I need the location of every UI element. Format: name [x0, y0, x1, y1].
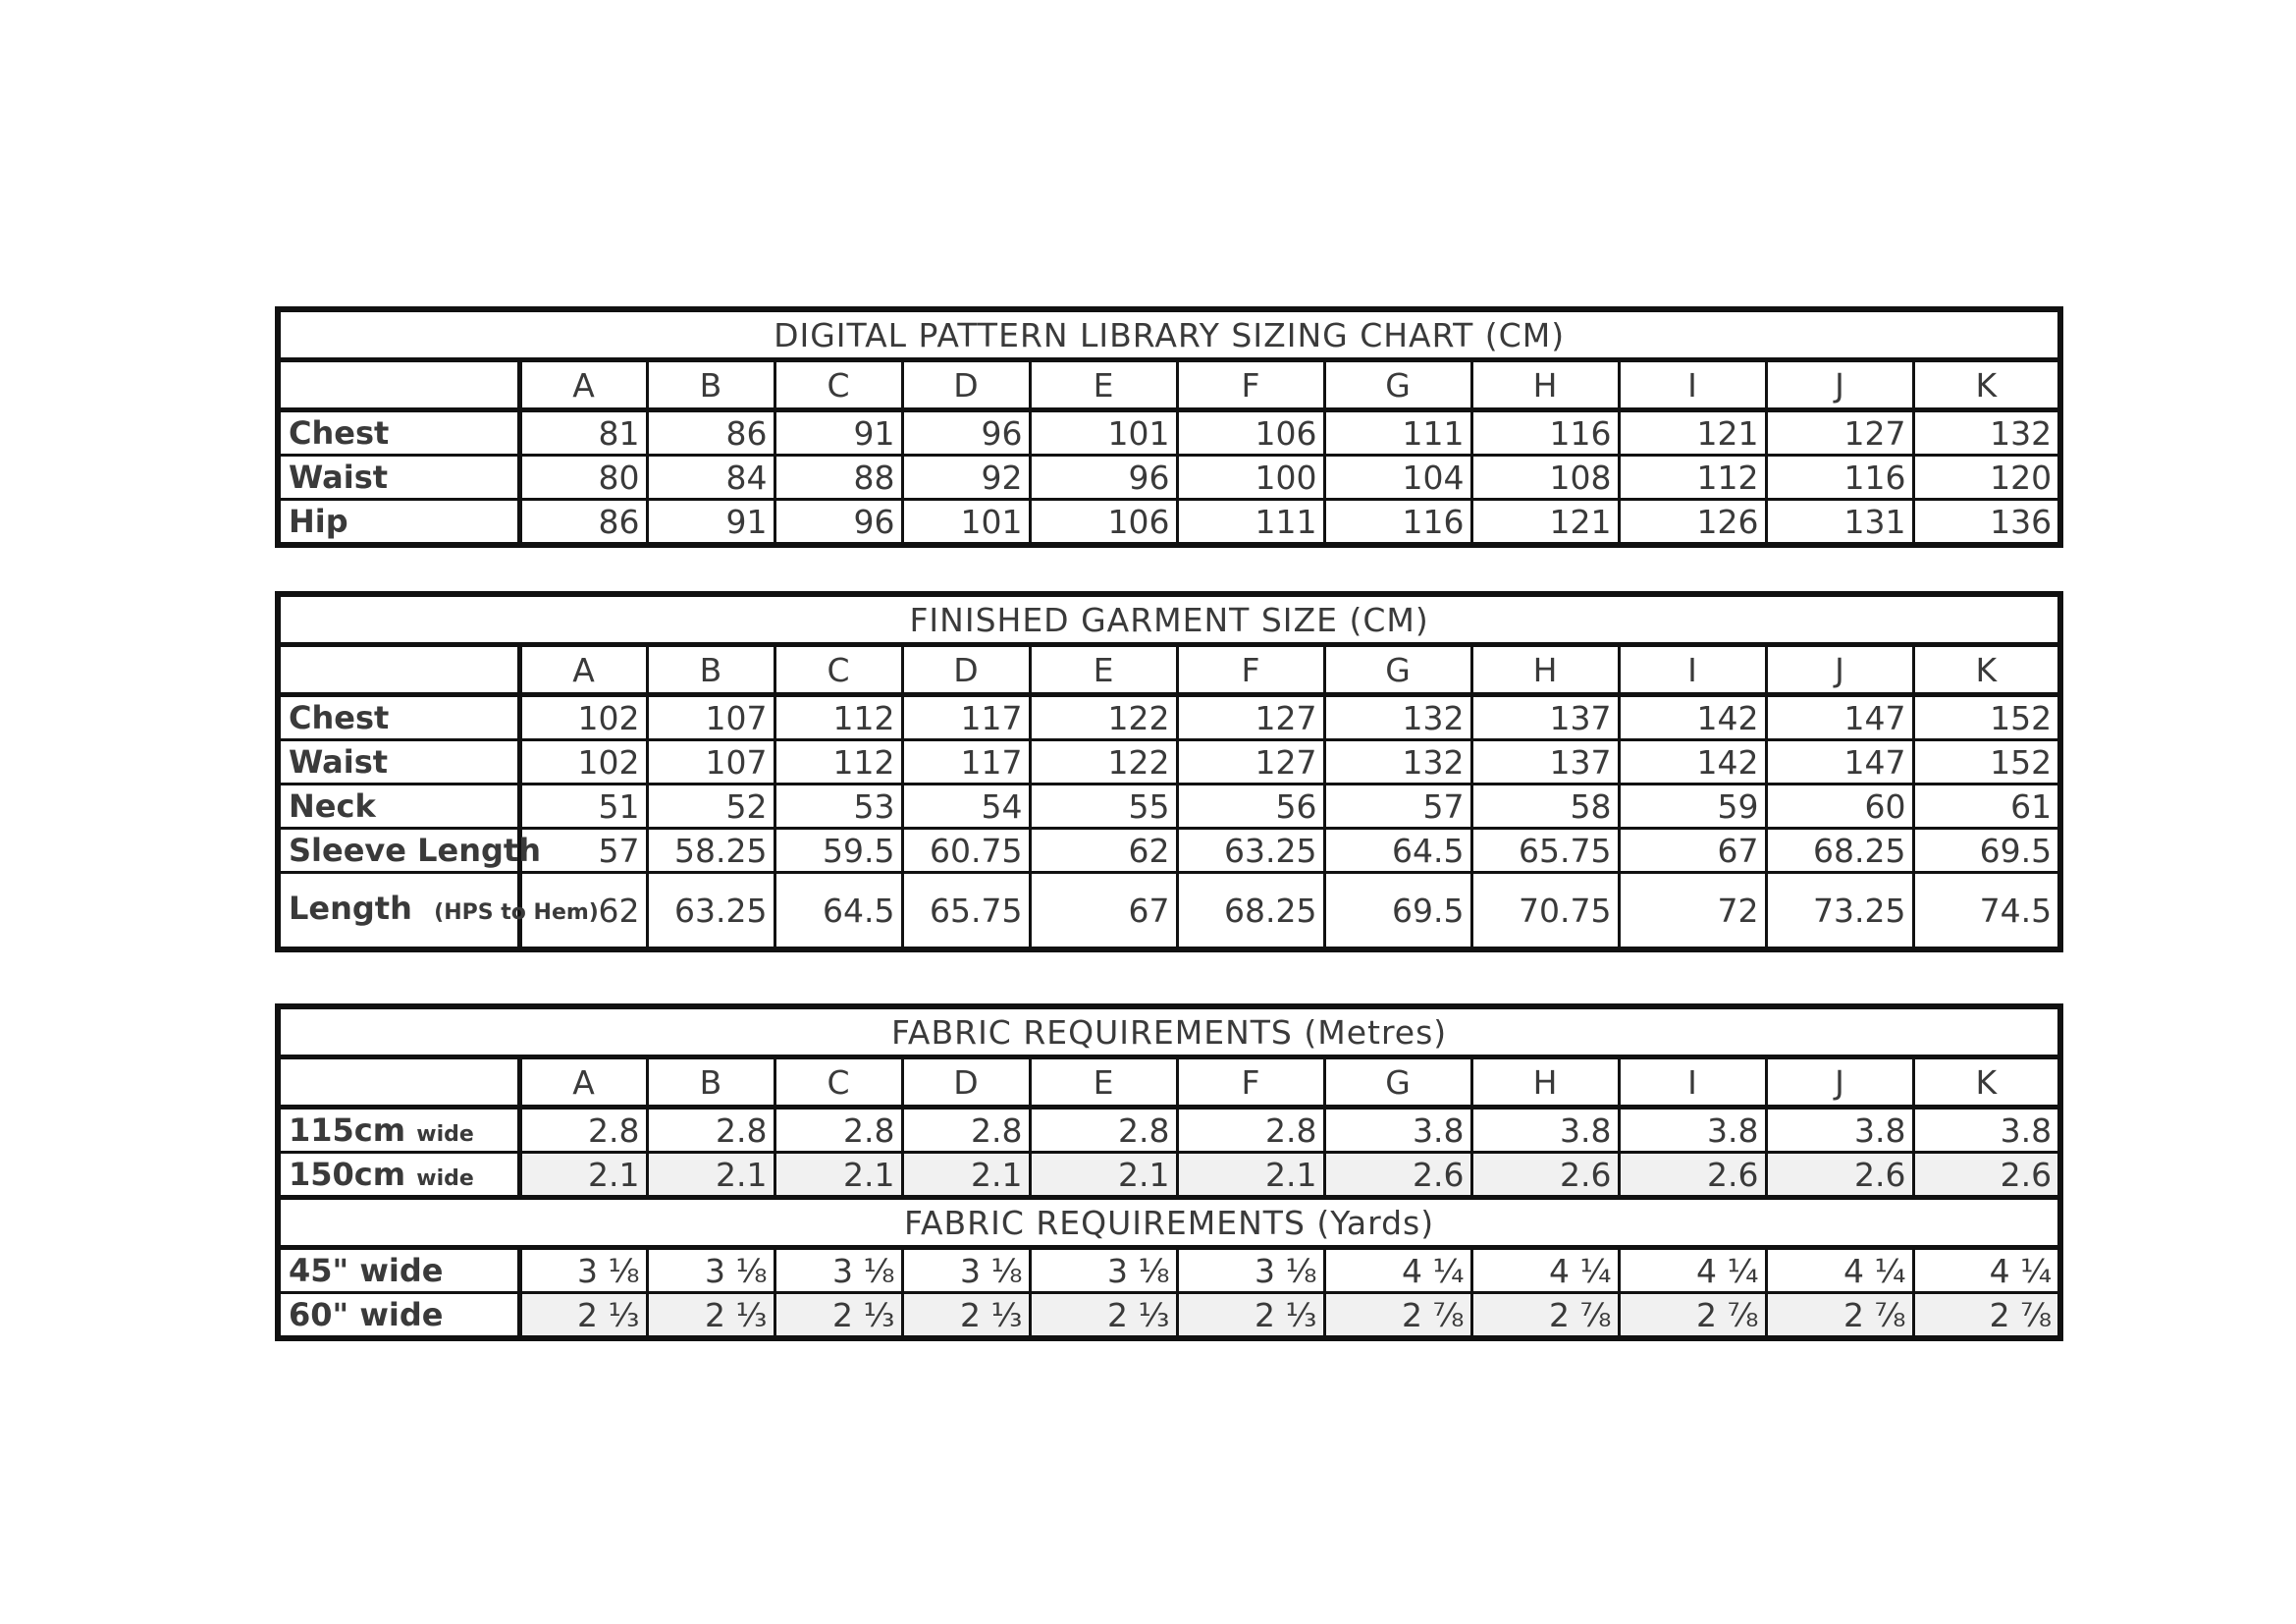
size-header: F	[1177, 645, 1324, 695]
size-header: F	[1177, 1057, 1324, 1108]
size-header: A	[519, 360, 647, 410]
size-header: C	[774, 1057, 902, 1108]
value-cell: 2.8	[902, 1108, 1030, 1153]
value-cell: 100	[1177, 456, 1324, 500]
value-cell: 2.8	[519, 1108, 647, 1153]
value-cell: 116	[1766, 456, 1913, 500]
size-header-row	[278, 1057, 2060, 1108]
row-label: Length	[289, 889, 412, 927]
value-cell: 3 ⅛	[1177, 1248, 1324, 1293]
value-cell: 72	[1619, 873, 1766, 950]
garment-size-title: FINISHED GARMENT SIZE (CM)	[278, 594, 2060, 645]
value-cell: 64.5	[1324, 829, 1471, 873]
value-cell: 59.5	[774, 829, 902, 873]
value-cell: 2.6	[1766, 1153, 1913, 1198]
value-cell: 84	[647, 456, 774, 500]
table-row	[278, 1153, 2060, 1198]
value-cell: 106	[1030, 500, 1177, 546]
value-cell: 58	[1471, 785, 1619, 829]
value-cell: 69.5	[1913, 829, 2060, 873]
size-header: C	[774, 360, 902, 410]
value-cell: 67	[1619, 829, 1766, 873]
value-cell: 4 ¼	[1619, 1248, 1766, 1293]
size-header: G	[1324, 1057, 1471, 1108]
value-cell: 2.1	[902, 1153, 1030, 1198]
value-cell: 112	[1619, 456, 1766, 500]
value-cell: 2 ⅞	[1913, 1293, 2060, 1339]
value-cell: 4 ¼	[1471, 1248, 1619, 1293]
header-blank-cell	[278, 1057, 519, 1108]
value-cell: 74.5	[1913, 873, 2060, 950]
size-header: E	[1030, 360, 1177, 410]
value-cell: 88	[774, 456, 902, 500]
row-label: Hip	[278, 500, 519, 546]
sizing-chart-title: DIGITAL PATTERN LIBRARY SIZING CHART (CM)	[278, 309, 2060, 360]
value-cell: 62	[1030, 829, 1177, 873]
value-cell: 64.5	[774, 873, 902, 950]
size-header: D	[902, 360, 1030, 410]
value-cell: 3 ⅛	[1030, 1248, 1177, 1293]
row-label: Neck	[278, 785, 519, 829]
value-cell: 2.6	[1324, 1153, 1471, 1198]
value-cell: 2 ⅞	[1766, 1293, 1913, 1339]
size-header: I	[1619, 645, 1766, 695]
size-header: A	[519, 1057, 647, 1108]
value-cell: 101	[1030, 410, 1177, 456]
header-blank-cell	[278, 360, 519, 410]
value-cell: 116	[1324, 500, 1471, 546]
value-cell: 3.8	[1913, 1108, 2060, 1153]
value-cell: 3.8	[1766, 1108, 1913, 1153]
value-cell: 57	[519, 829, 647, 873]
value-cell: 3 ⅛	[902, 1248, 1030, 1293]
value-cell: 54	[902, 785, 1030, 829]
size-header: B	[647, 645, 774, 695]
value-cell: 111	[1324, 410, 1471, 456]
value-cell: 2.6	[1471, 1153, 1619, 1198]
value-cell: 86	[519, 500, 647, 546]
value-cell: 2.8	[1030, 1108, 1177, 1153]
sizing-chart-table	[275, 306, 2063, 548]
value-cell: 51	[519, 785, 647, 829]
value-cell: 59	[1619, 785, 1766, 829]
value-cell: 2 ⅞	[1471, 1293, 1619, 1339]
table-row	[278, 1108, 2060, 1153]
value-cell: 2 ⅞	[1324, 1293, 1471, 1339]
value-cell: 132	[1913, 410, 2060, 456]
value-cell: 2.1	[1030, 1153, 1177, 1198]
size-header: C	[774, 645, 902, 695]
header-blank-cell	[278, 645, 519, 695]
row-label-length	[278, 873, 599, 950]
value-cell: 3.8	[1471, 1108, 1619, 1153]
value-cell: 73.25	[1766, 873, 1913, 950]
value-cell: 2.1	[774, 1153, 902, 1198]
value-cell: 2.8	[1177, 1108, 1324, 1153]
row-label-note: (HPS to Hem)	[434, 899, 599, 925]
value-cell: 2.6	[1913, 1153, 2060, 1198]
value-cell: 3 ⅛	[647, 1248, 774, 1293]
row-label: Sleeve Length	[278, 829, 519, 873]
size-header: A	[519, 645, 647, 695]
row-label: Chest	[278, 410, 519, 456]
value-cell: 2.1	[647, 1153, 774, 1198]
row-label-cell	[278, 1108, 519, 1153]
value-cell: 2 ⅓	[647, 1293, 774, 1339]
size-header: E	[1030, 645, 1177, 695]
table-row	[278, 740, 2060, 785]
table-row	[278, 1293, 2060, 1339]
size-header: I	[1619, 360, 1766, 410]
size-header: G	[1324, 360, 1471, 410]
size-header: H	[1471, 645, 1619, 695]
value-cell: 2 ⅓	[902, 1293, 1030, 1339]
size-header: J	[1766, 645, 1913, 695]
value-cell: 107	[647, 695, 774, 740]
table-row	[278, 410, 2060, 456]
size-header: K	[1913, 360, 2060, 410]
value-cell: 121	[1471, 500, 1619, 546]
value-cell: 92	[902, 456, 1030, 500]
value-cell: 120	[1913, 456, 2060, 500]
row-label: 60" wide	[278, 1293, 519, 1339]
value-cell: 4 ¼	[1766, 1248, 1913, 1293]
value-cell: 2 ⅞	[1619, 1293, 1766, 1339]
row-label-suffix: wide	[416, 1122, 474, 1147]
value-cell: 147	[1766, 695, 1913, 740]
value-cell: 3 ⅛	[519, 1248, 647, 1293]
value-cell: 107	[647, 740, 774, 785]
value-cell: 122	[1030, 740, 1177, 785]
value-cell: 3.8	[1324, 1108, 1471, 1153]
size-header: J	[1766, 1057, 1913, 1108]
value-cell: 127	[1177, 740, 1324, 785]
value-cell: 3.8	[1619, 1108, 1766, 1153]
value-cell: 56	[1177, 785, 1324, 829]
value-cell: 122	[1030, 695, 1177, 740]
table-row	[278, 785, 2060, 829]
garment-size-table	[275, 591, 2063, 952]
value-cell: 101	[902, 500, 1030, 546]
value-cell: 91	[774, 410, 902, 456]
value-cell: 137	[1471, 740, 1619, 785]
value-cell: 132	[1324, 695, 1471, 740]
size-header: H	[1471, 360, 1619, 410]
value-cell: 62	[519, 873, 647, 950]
size-header: B	[647, 360, 774, 410]
value-cell: 152	[1913, 695, 2060, 740]
value-cell: 112	[774, 695, 902, 740]
value-cell: 2.8	[774, 1108, 902, 1153]
fabric-requirements-table	[275, 1003, 2063, 1341]
value-cell: 80	[519, 456, 647, 500]
row-label: Waist	[278, 740, 519, 785]
value-cell: 111	[1177, 500, 1324, 546]
value-cell: 108	[1471, 456, 1619, 500]
size-header: F	[1177, 360, 1324, 410]
value-cell: 102	[519, 695, 647, 740]
value-cell: 2 ⅓	[1177, 1293, 1324, 1339]
value-cell: 2.6	[1619, 1153, 1766, 1198]
value-cell: 70.75	[1471, 873, 1619, 950]
fabric-metres-title: FABRIC REQUIREMENTS (Metres)	[278, 1006, 2060, 1057]
value-cell: 67	[1030, 873, 1177, 950]
value-cell: 127	[1766, 410, 1913, 456]
value-cell: 131	[1766, 500, 1913, 546]
value-cell: 3 ⅛	[774, 1248, 902, 1293]
value-cell: 2 ⅓	[1030, 1293, 1177, 1339]
value-cell: 132	[1324, 740, 1471, 785]
size-header: K	[1913, 1057, 2060, 1108]
size-header: K	[1913, 645, 2060, 695]
value-cell: 106	[1177, 410, 1324, 456]
value-cell: 4 ¼	[1324, 1248, 1471, 1293]
value-cell: 2 ⅓	[774, 1293, 902, 1339]
row-label: 150cm	[289, 1156, 406, 1193]
value-cell: 96	[902, 410, 1030, 456]
value-cell: 126	[1619, 500, 1766, 546]
size-header: D	[902, 1057, 1030, 1108]
size-header: B	[647, 1057, 774, 1108]
row-label-cell	[278, 1153, 519, 1198]
value-cell: 136	[1913, 500, 2060, 546]
value-cell: 63.25	[647, 873, 774, 950]
value-cell: 60	[1766, 785, 1913, 829]
size-header-row	[278, 645, 2060, 695]
size-header-row	[278, 360, 2060, 410]
value-cell: 147	[1766, 740, 1913, 785]
value-cell: 55	[1030, 785, 1177, 829]
size-header: I	[1619, 1057, 1766, 1108]
value-cell: 68.25	[1177, 873, 1324, 950]
row-label: 115cm	[289, 1111, 406, 1149]
value-cell: 61	[1913, 785, 2060, 829]
table-row	[278, 1248, 2060, 1293]
size-header: H	[1471, 1057, 1619, 1108]
value-cell: 65.75	[1471, 829, 1619, 873]
value-cell: 117	[902, 740, 1030, 785]
value-cell: 127	[1177, 695, 1324, 740]
size-header: E	[1030, 1057, 1177, 1108]
value-cell: 65.75	[902, 873, 1030, 950]
table-row	[278, 873, 2060, 950]
value-cell: 137	[1471, 695, 1619, 740]
value-cell: 112	[774, 740, 902, 785]
table-row	[278, 695, 2060, 740]
value-cell: 142	[1619, 740, 1766, 785]
value-cell: 68.25	[1766, 829, 1913, 873]
value-cell: 104	[1324, 456, 1471, 500]
value-cell: 53	[774, 785, 902, 829]
value-cell: 4 ¼	[1913, 1248, 2060, 1293]
value-cell: 52	[647, 785, 774, 829]
value-cell: 58.25	[647, 829, 774, 873]
value-cell: 121	[1619, 410, 1766, 456]
size-header: D	[902, 645, 1030, 695]
value-cell: 117	[902, 695, 1030, 740]
fabric-yards-title: FABRIC REQUIREMENTS (Yards)	[278, 1198, 2060, 1248]
table-row	[278, 829, 2060, 873]
value-cell: 116	[1471, 410, 1619, 456]
table-row	[278, 456, 2060, 500]
value-cell: 60.75	[902, 829, 1030, 873]
value-cell: 2.1	[519, 1153, 647, 1198]
row-label: Waist	[278, 456, 519, 500]
value-cell: 91	[647, 500, 774, 546]
size-header: G	[1324, 645, 1471, 695]
value-cell: 57	[1324, 785, 1471, 829]
value-cell: 96	[774, 500, 902, 546]
value-cell: 102	[519, 740, 647, 785]
value-cell: 63.25	[1177, 829, 1324, 873]
value-cell: 86	[647, 410, 774, 456]
value-cell: 69.5	[1324, 873, 1471, 950]
row-label-suffix: wide	[416, 1166, 474, 1191]
value-cell: 81	[519, 410, 647, 456]
value-cell: 152	[1913, 740, 2060, 785]
value-cell: 2.8	[647, 1108, 774, 1153]
value-cell: 96	[1030, 456, 1177, 500]
size-header: J	[1766, 360, 1913, 410]
row-label: Chest	[278, 695, 519, 740]
row-label: 45" wide	[278, 1248, 519, 1293]
table-row	[278, 500, 2060, 546]
value-cell: 2.1	[1177, 1153, 1324, 1198]
value-cell: 2 ⅓	[519, 1293, 647, 1339]
value-cell: 142	[1619, 695, 1766, 740]
